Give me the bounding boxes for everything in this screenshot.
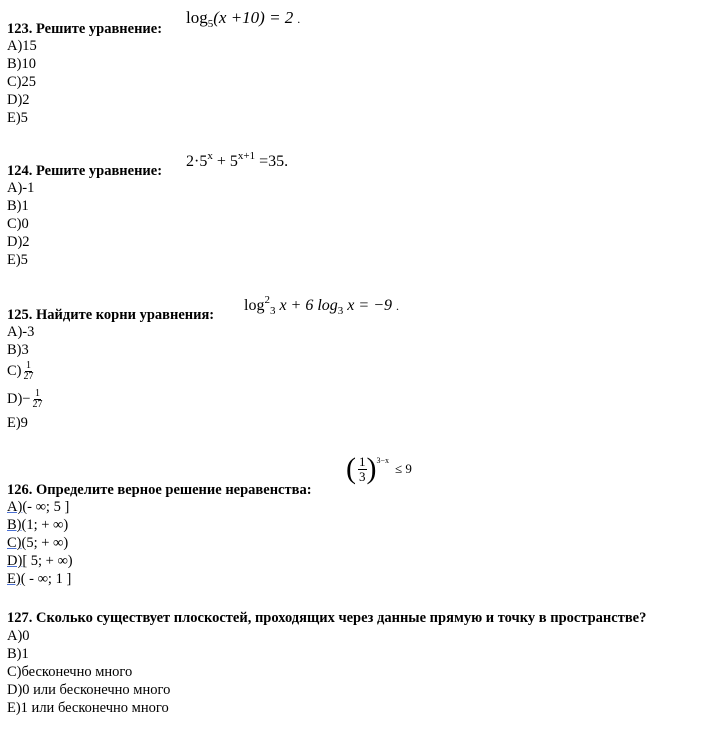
q126-option-c-text: (5; + ∞)	[21, 535, 69, 551]
q125-equation	[244, 294, 399, 317]
q123-option-d[interactable]: D)2	[7, 92, 30, 108]
q124-option-d[interactable]: D)2	[7, 234, 30, 250]
q126-option-c[interactable]	[7, 534, 68, 552]
q125-end: x = −9	[343, 297, 392, 314]
q125-option-e[interactable]: E)9	[7, 415, 28, 431]
q125-d-denominator: 27	[32, 399, 43, 410]
q127-option-e[interactable]: E)1 или бесконечно много	[7, 700, 169, 716]
q124-term-a: 2·5	[186, 153, 208, 170]
q125-base-2: 3	[337, 305, 344, 317]
q124-option-c[interactable]: C)0	[7, 216, 29, 232]
q125-option-c-label: C)	[7, 362, 22, 379]
q126-left-paren: (	[346, 452, 356, 485]
q126-option-e[interactable]	[7, 570, 71, 588]
q125-title: 125. Найдите корни уравнения:	[7, 307, 215, 323]
q125-c-numerator: 1	[26, 360, 31, 371]
q124-term-b: + 5	[212, 153, 238, 170]
q126-option-a-prefix: A)	[7, 499, 23, 515]
q123-equation	[186, 8, 300, 30]
q127-option-d[interactable]: D)0 или бесконечно много	[7, 682, 171, 698]
q123-option-c[interactable]: C)25	[7, 74, 36, 90]
q124-option-b[interactable]: B)1	[7, 198, 29, 214]
q123-log-base: 5	[207, 18, 214, 30]
q125-middle: x + 6 log	[275, 297, 338, 314]
q126-right-paren: )	[366, 452, 377, 485]
q126-option-a-text: (- ∞; 5 ]	[22, 499, 70, 515]
q123-option-b[interactable]: B)10	[7, 56, 36, 72]
q125-option-d[interactable]	[7, 389, 42, 410]
q125-d-numerator: 1	[34, 388, 40, 399]
q127-title: 127. Сколько существует плоскостей, проходящих через данные прямую и точку в пространстве?	[7, 610, 647, 626]
q124-exp-2: x+1	[237, 150, 256, 162]
q123-log: log	[186, 8, 208, 27]
q126-title: 126. Определите верное решение неравенства:	[7, 482, 312, 498]
q125-option-c[interactable]	[7, 361, 34, 382]
q123-dot: .	[297, 12, 301, 26]
q125-dot: .	[396, 299, 399, 313]
q126-option-b-prefix: B)	[7, 517, 22, 533]
q123-option-a[interactable]: A)15	[7, 38, 37, 54]
q127-option-c[interactable]: C)бесконечно много	[7, 664, 133, 680]
q125-option-a[interactable]: A)-3	[7, 324, 35, 340]
q124-equation	[186, 150, 288, 171]
q125-base-1: 3	[269, 305, 276, 317]
q126-option-c-prefix: C)	[7, 535, 22, 551]
q123-option-e[interactable]: E)5	[7, 110, 28, 126]
q126-option-a[interactable]	[7, 498, 69, 516]
q126-relation: ≤ 9	[395, 461, 412, 476]
q126-option-d[interactable]	[7, 552, 73, 570]
q126-exponent: 3−x	[376, 456, 390, 465]
q125-c-denominator: 27	[23, 371, 34, 382]
q126-numerator: 1	[359, 453, 366, 469]
q126-denominator: 3	[359, 468, 366, 484]
q123-title: 123. Решите уравнение:	[7, 21, 163, 37]
q126-option-d-text: [ 5; + ∞)	[22, 553, 73, 569]
q123-log-arg: (x +10) = 2	[213, 8, 294, 27]
q125-option-d-label: D)−	[7, 390, 31, 407]
q126-option-d-prefix: D)	[7, 553, 23, 569]
q126-option-b-text: (1; + ∞)	[21, 517, 69, 533]
q125-log-1: log	[244, 297, 265, 314]
q126-option-e-prefix: E)	[7, 571, 21, 587]
q124-exp-1: x	[207, 150, 213, 162]
q124-option-a[interactable]: A)-1	[7, 180, 35, 196]
q125-option-b[interactable]: B)3	[7, 342, 29, 358]
q124-option-e[interactable]: E)5	[7, 252, 28, 268]
q124-title: 124. Решите уравнение:	[7, 163, 163, 179]
q126-option-b[interactable]	[7, 516, 68, 534]
q126-option-e-text: ( - ∞; 1 ]	[20, 571, 72, 587]
q125-square: 2	[264, 294, 270, 306]
q126-fraction	[358, 455, 367, 484]
q127-option-b[interactable]: B)1	[7, 646, 29, 662]
q124-term-c: =35.	[255, 153, 289, 170]
q126-inequality	[346, 454, 412, 484]
q127-option-a[interactable]: A)0	[7, 628, 30, 644]
q125-option-d-fraction	[32, 389, 42, 410]
q125-option-c-fraction	[24, 361, 34, 382]
